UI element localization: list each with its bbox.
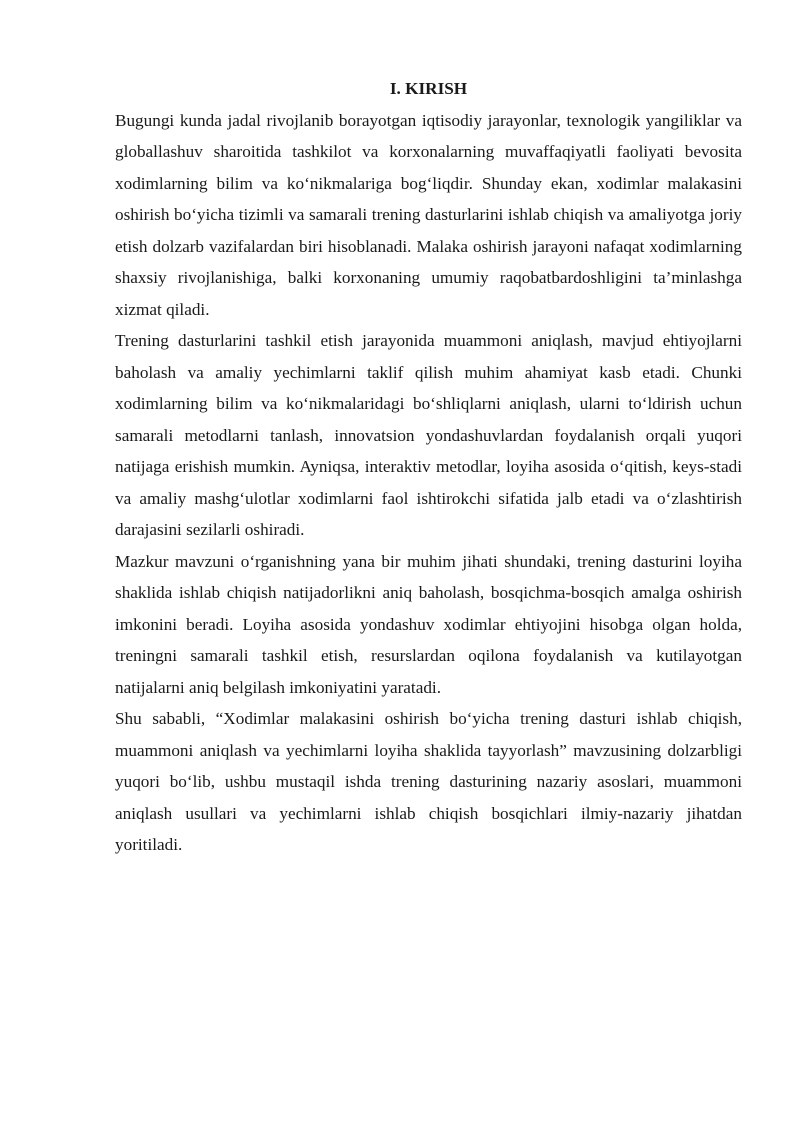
paragraph-2: Trening dasturlarini tashkil etish jarayonida muammoni aniqlash, mavjud ehtiyojlarni baholash va amaliy yechimlarni taklif qilish muhim ahamiyat kasb etadi. Chunki xodimlarning bilim va ko‘nikmalaridagi bo‘shliqlarni aniqlash, ularni to‘ldirish uchun samarali metodlarni tanlash, innovatsion yondashuvlardan foydalanish orqali yuqori natijaga erishish mumkin. Ayniqsa, interaktiv metodlar, loyiha asosida o‘qitish, keys-stadi va amaliy mashg‘ulotlar xodimlarni faol ishtirokchi sifatida jalb etadi va o‘zlashtirish darajasini sezilarli oshiradi. xyxy=(115,331,742,539)
document-page xyxy=(115,73,742,861)
paragraph-3: Mazkur mavzuni o‘rganishning yana bir muhim jihati shundaki, trening dasturini loyiha shaklida ishlab chiqish natijadorlikni aniq baholash, bosqichma-bosqich amalga oshirish imkonini beradi. Loyiha asosida yondashuv xodimlar ehtiyojini hisobga olgan holda, treningni samarali tashkil etish, resurslardan oqilona foydalanish va kutilayotgan natijalarni aniq belgilash imkoniyatini yaratadi. xyxy=(115,551,742,697)
section-heading: I. KIRISH xyxy=(389,79,468,98)
paragraph-1: Bugungi kunda jadal rivojlanib borayotgan iqtisodiy jarayonlar, texnologik yangiliklar va globallashuv sharoitida tashkilot va korxonalarning muvaffaqiyatli faoliyati bevosita xodimlarning bilim va ko‘nikmalariga bog‘liqdir. Shunday ekan, xodimlar malakasini oshirish bo‘yicha tizimli va samarali trening dasturlarini ishlab chiqish va amaliyotga joriy etish dolzarb vazifalardan biri hisoblanadi. Malaka oshirish jarayoni nafaqat xodimlarning shaxsiy rivojlanishiga, balki korxonaning umumiy raqobatbardoshligini ta’minlashga xizmat qiladi. xyxy=(115,110,742,319)
paragraph-4: Shu sababli, “Xodimlar malakasini oshirish bo‘yicha trening dasturi ishlab chiqish, muammoni aniqlash va yechimlarni loyiha shaklida tayyorlash” mavzusining dolzarbligi yuqori bo‘lib, ushbu mustaqil ishda trening dasturining nazariy asoslari, muammoni aniqlash usullari va yechimlarni ishlab chiqish bosqichlari ilmiy-nazariy jihatdan yoritiladi. xyxy=(115,709,742,854)
